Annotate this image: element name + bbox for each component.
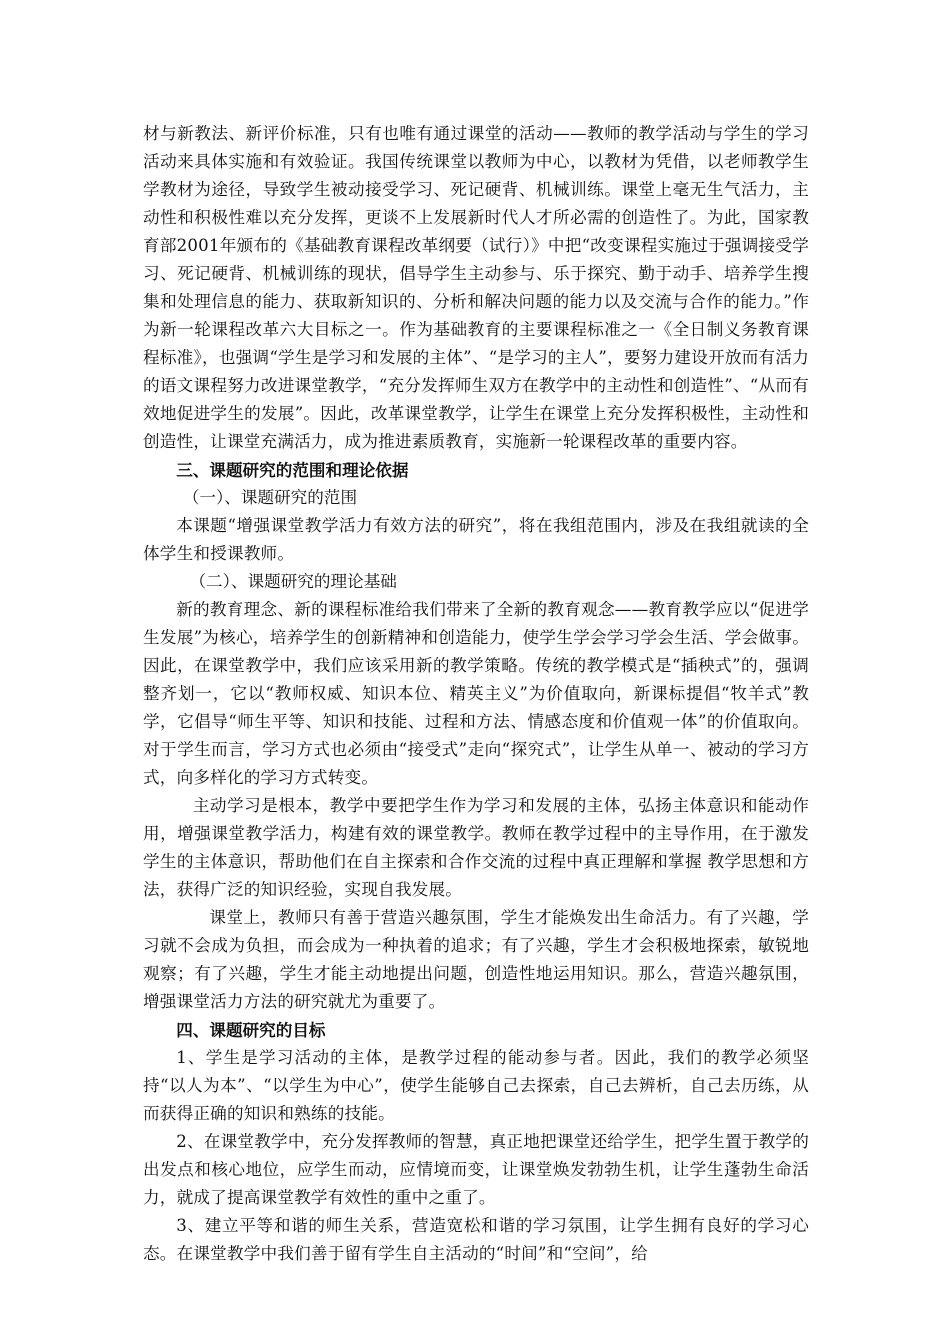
subsection-heading-2: （二）、课题研究的理论基础 [189,572,397,591]
paragraph-goal-2: 2、在课堂教学中，充分发挥教师的智慧，真正地把课堂还给学生，把学生置于教学的出发点和核心地位，应学生而动，应情境而变，让课堂焕发勃勃生机，让学生蓬勃生命活力，就成了提高课堂教学有效性的重中之重了。 [143,1132,809,1207]
paragraph-goal-1: 1、学生是学习活动的主体，是教学过程的能动参与者。因此，我们的教学必须坚持“以人为本”、“以学生为中心”，使学生能够自己去探索，自己去辨析，自己去历练，从而获得正确的知识和熟练的技能。 [143,1048,809,1123]
subsection-heading-1: （一）、课题研究的范围 [182,488,358,507]
paragraph-scope: 本课题“增强课堂教学活力有效方法的研究”，将在我组范围内，涉及在我组就读的全体学生和授课教师。 [143,516,809,563]
document-page [143,120,809,1268]
paragraph-goal-3: 3、建立平等和谐的师生关系，营造宽松和谐的学习氛围，让学生拥有良好的学习心态。在课堂教学中我们善于留有学生自主活动的“时间”和“空间”，给 [143,1216,809,1263]
paragraph-theory-2: 主动学习是根本，教学中要把学生作为学习和发展的主体，弘扬主体意识和能动作用，增强课堂教学活力，构建有效的课堂教学。教师在教学过程中的主导作用，在于激发学生的主体意识，帮助他们在自主探索和合作交流的过程中真正理解和掌握 教学思想和方法，获得广泛的知识经验，实现自我发展。 [143,796,809,899]
paragraph-intro-continued: 材与新教法、新评价标准，只有也唯有通过课堂的活动——教师的教学活动与学生的学习活动来具体实施和有效验证。我国传统课堂以教师为中心，以教材为凭借，以老师教学生学教材为途径，导致学生被动接受学习、死记硬背、机械训练。课堂上毫无生气活力，主动性和积极性难以充分发挥，更谈不上发展新时代人才所必需的创造性了。为此，国家教育部2001年颁布的《基础教育课程改革纲要（试行）》中把“改变课程实施过于强调接受学习、死记硬背、机械训练的现状，倡导学生主动参与、乐于探究、勤于动手、培养学生搜集和处理信息的能力、获取新知识的、分析和解决问题的能力以及交流与合作的能力。”作为新一轮课程改革六大目标之一。作为基础教育的主要课程标准之一《全日制义务教育课程标准》，也强调“学生是学习和发展的主体”、“是学习的主人”，要努力建设开放而有活力的语文课程努力改进课堂教学，“充分发挥师生双方在教学中的主动性和创造性”、“从而有效地促进学生的发展”。因此，改革课堂教学，让学生在课堂上充分发挥积极性，主动性和创造性，让课堂充满活力，成为推进素质教育，实施新一轮课程改革的重要内容。 [143,124,809,451]
paragraph-theory-1: 新的教育理念、新的课程标准给我们带来了全新的教育观念——教育教学应以“促进学生发展”为核心，培养学生的创新精神和创造能力，使学生学会学习学会生活、学会做事。因此，在课堂教学中，我们应该采用新的教学策略。传统的教学模式是“插秧式”的，强调整齐划一，它以“教师权威、知识本位、精英主义”为价值取向，新课标提倡“牧羊式”教学，它倡导“师生平等、知识和技能、过程和方法、情感态度和价值观一体”的价值取向。对于学生而言，学习方式也必须由“接受式”走向“探究式”，让学生从单一、被动的学习方式，向多样化的学习方式转变。 [143,600,809,787]
paragraph-theory-3: 课堂上，教师只有善于营造兴趣氛围，学生才能焕发出生命活力。有了兴趣，学习就不会成为负担，而会成为一种执着的追求；有了兴趣，学生才会积极地探索，敏锐地观察；有了兴趣，学生才能主动地提出问题，创造性地运用知识。那么，营造兴趣氛围，增强课堂活力方法的研究就尤为重要了。 [143,908,809,1011]
section-heading-4: 四、课题研究的目标 [176,1020,326,1040]
section-heading-3: 三、课题研究的范围和理论依据 [176,460,409,480]
